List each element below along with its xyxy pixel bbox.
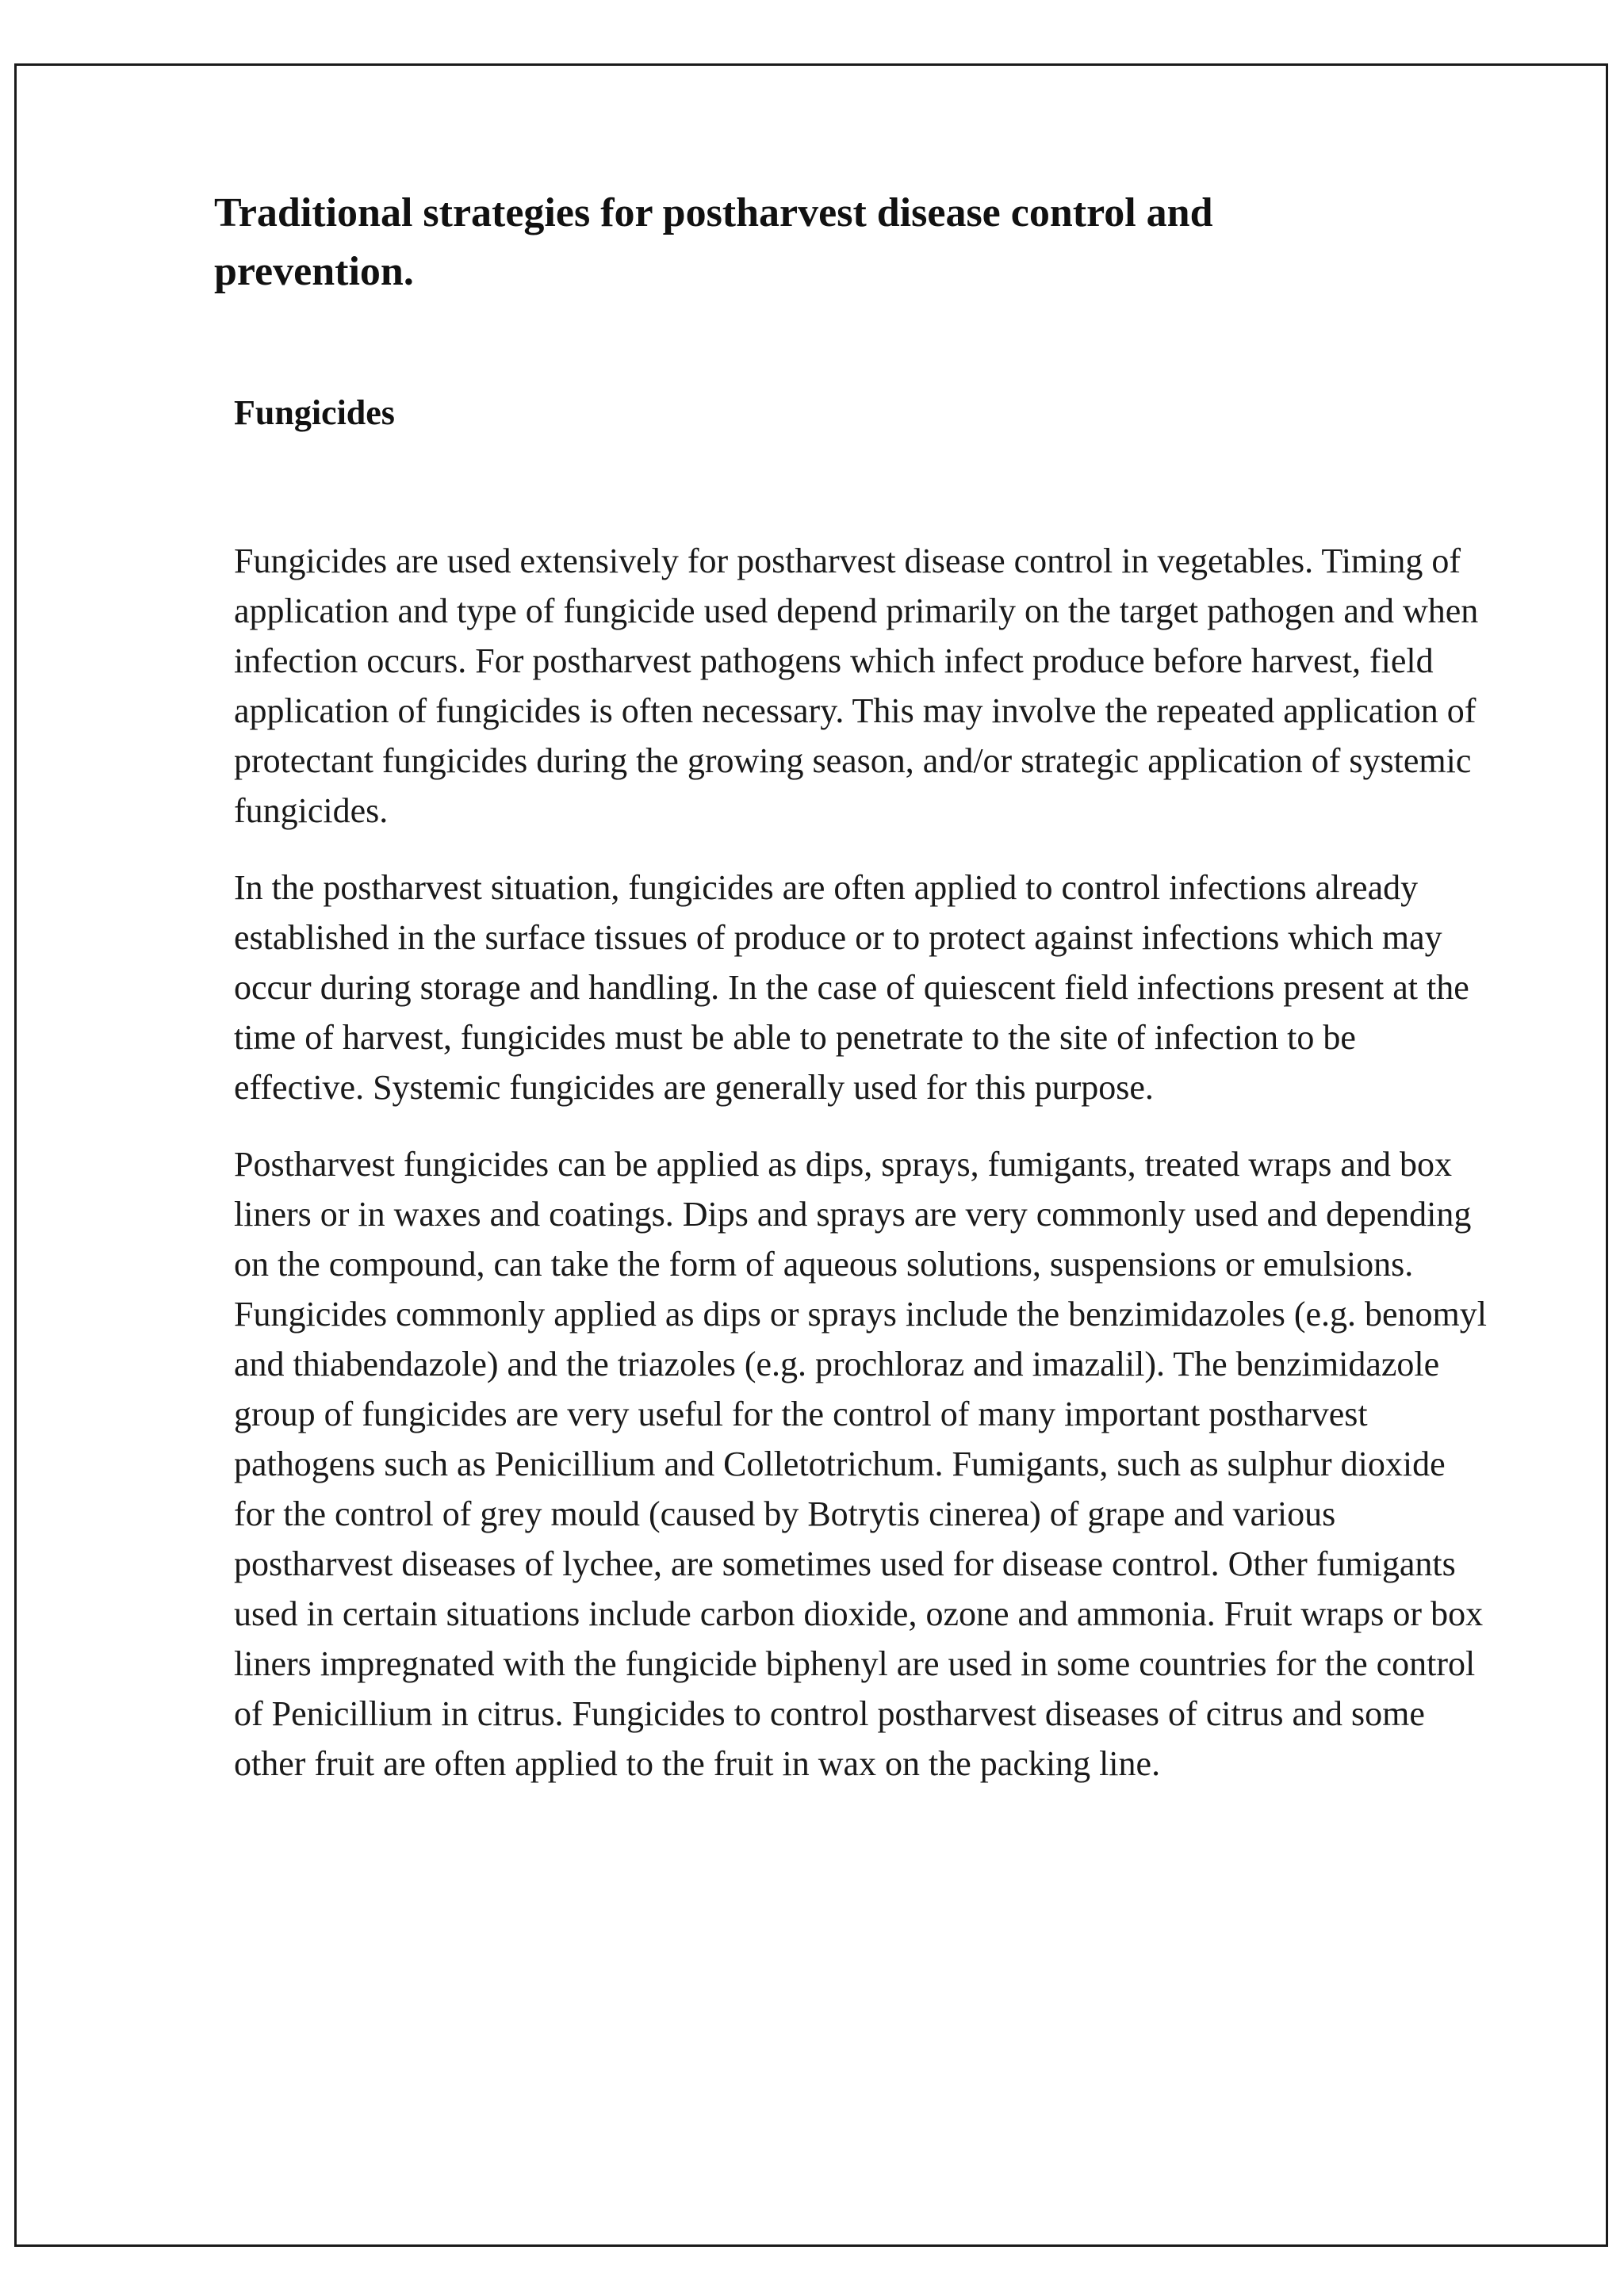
- section-heading: Fungicides: [234, 393, 395, 432]
- document-title: Traditional strategies for postharvest disease control and prevention.: [214, 190, 1213, 294]
- body-text: [234, 536, 1487, 1816]
- paragraph-application-methods: Postharvest fungicides can be applied as dips, sprays, fumigants, treated wraps and box liners or in waxes and coatings. Dips and sprays are very commonly used and depending on the compound, can take the form of aqueous solutions, suspensions or emulsions. Fungicides commonly applied as dips or sprays include the benzimidazoles (e.g. benomyl and thiabendazole) and the triazoles (e.g. prochloraz and imazalil). The benzimidazole group of fungicides are very useful for the control of many important postharvest pathogens such as Penicillium and Colletotrichum. Fumigants, such as sulphur dioxide for the control of grey mould (caused by Botrytis cinerea) of grape and various postharvest diseases of lychee, are sometimes used for disease control. Other fumigants used in certain situations include carbon dioxide, ozone and ammonia. Fruit wraps or box liners impregnated with the fungicide biphenyl are used in some countries for the control of Penicillium in citrus. Fungicides to control postharvest diseases of citrus and some other fruit are often applied to the fruit in wax on the packing line.: [234, 1145, 1487, 1783]
- paragraph-fungicide-use: Fungicides are used extensively for postharvest disease control in vegetables. Timing of application and type of fungicide used depend primarily on the target pathogen and when infection occurs. For postharvest pathogens which infect produce before harvest, field application of fungicides is often necessary. This may involve the repeated application of protectant fungicides during the growing season, and/or strategic application of systemic fungicides.: [234, 541, 1479, 830]
- paragraph-postharvest-situation: In the postharvest situation, fungicides are often applied to control infections already established in the surface tissues of produce or to protect against infections which may occur during storage and handling. In the case of quiescent field infections present at the time of harvest, fungicides must be able to penetrate to the site of infection to be effective. Systemic fungicides are generally used for this purpose.: [234, 868, 1469, 1107]
